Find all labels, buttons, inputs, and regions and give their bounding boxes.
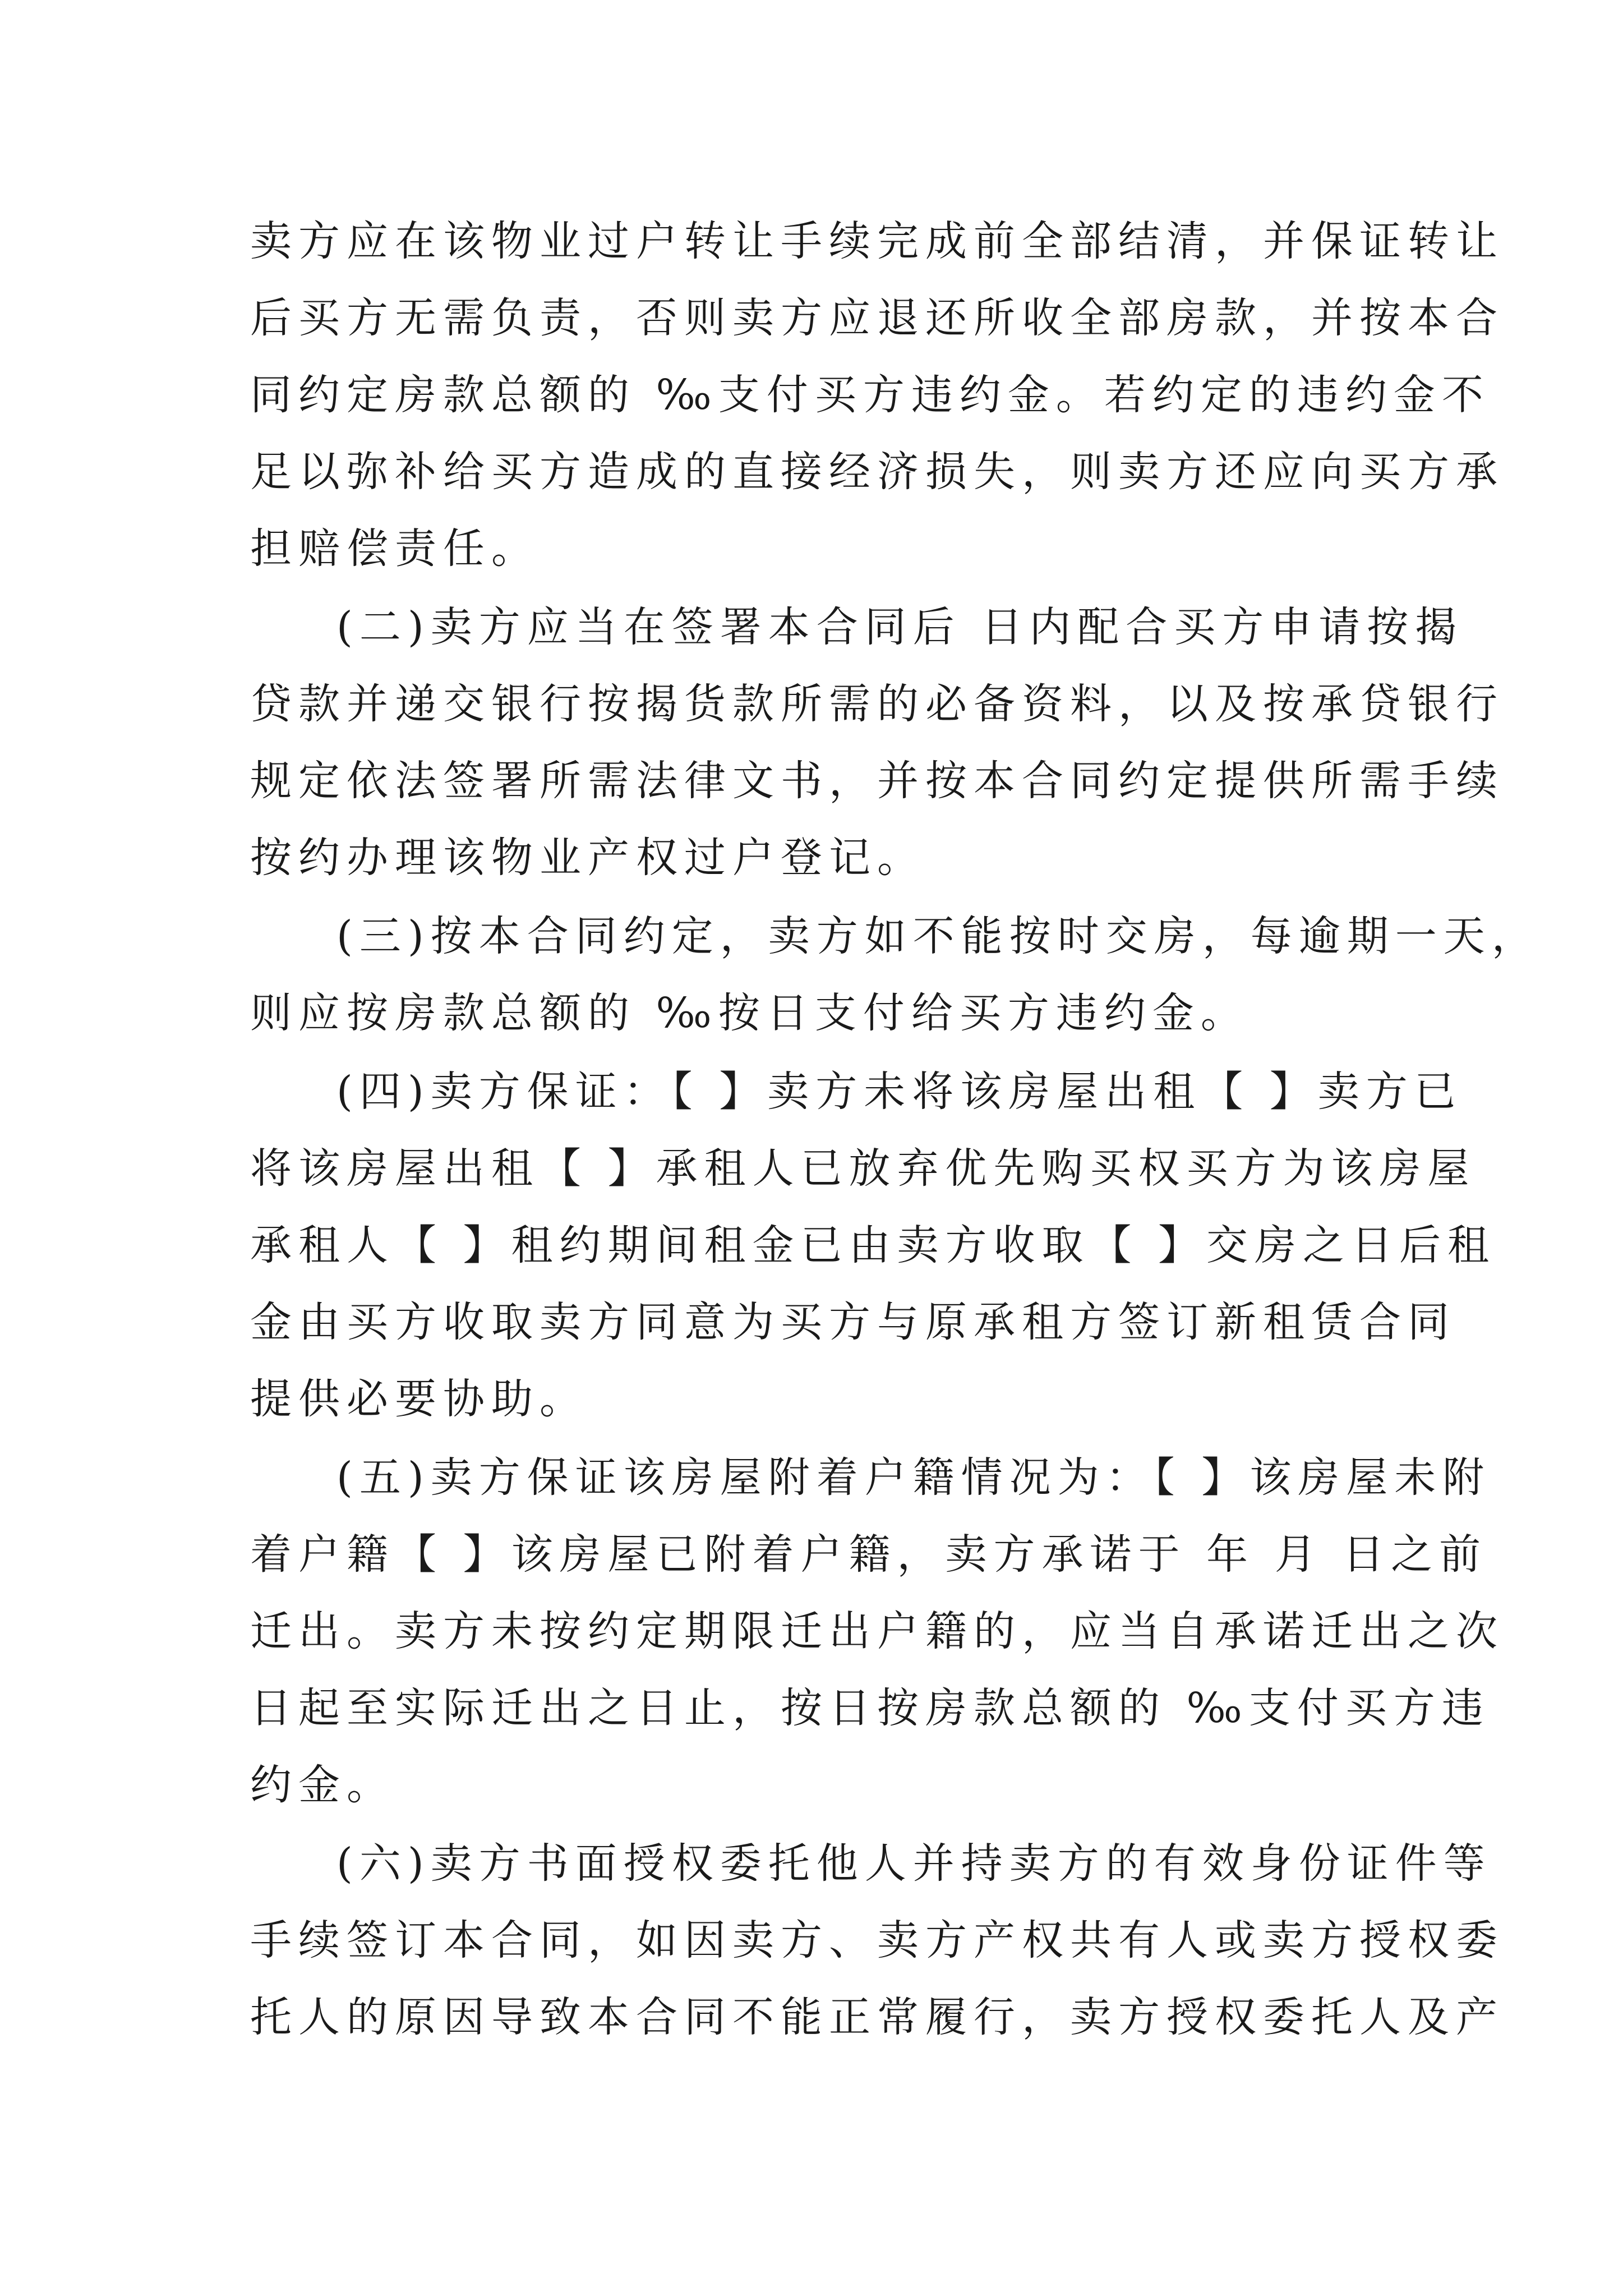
clause-six-first-line: (六)卖方书面授权委托他人并持卖方的有效身份证件等 [336,1839,1492,1888]
paragraph-line: 按约办理该物业产权过户登记。 [250,834,925,882]
paragraph-line: 托人的原因导致本合同不能正常履行，卖方授权委托人及产 [250,1993,1504,2041]
paragraph-line: 约金。 [250,1761,395,1809]
clause-four-first-line: (四)卖方保证：【 】卖方未将该房屋出租【 】卖方已 [336,1068,1463,1116]
paragraph-line: 迁出。卖方未按约定期限迁出户籍的，应当自承诺迁出之次 [250,1607,1504,1655]
clause-three-first-line: (三)按本合同约定，卖方如不能按时交房，每逾期一天， [336,912,1540,960]
paragraph-line: 足以弥补给买方造成的直接经济损失，则卖方还应向买方承 [250,448,1504,496]
clause-two-first-line: (二)卖方应当在签署本合同后 日内配合买方申请按揭 [336,603,1464,651]
paragraph-line: 承租人【 】租约期间租金已由卖方收取【 】交房之日后租 [250,1221,1496,1269]
paragraph-line: 则应按房款总额的 ‰按日支付给买方违约金。 [250,989,1249,1037]
paragraph-line: 将该房屋出租【 】承租人已放弃优先购买权买方为该房屋 [250,1144,1476,1193]
paragraph-line: 担赔偿责任。 [250,524,540,573]
paragraph-line: 规定依法签署所需法律文书，并按本合同约定提供所需手续 [250,757,1504,805]
paragraph-line: 后买方无需负责，否则卖方应退还所收全部房款，并按本合 [250,294,1504,342]
clause-five-first-line: (五)卖方保证该房屋附着户籍情况为：【 】该房屋未附 [336,1453,1491,1502]
paragraph-line: 卖方应在该物业过户转让手续完成前全部结清，并保证转让 [250,217,1504,265]
paragraph-line: 同约定房款总额的 ‰支付买方违约金。若约定的违约金不 [250,371,1490,419]
paragraph-line: 着户籍【 】该房屋已附着户籍，卖方承诺于 年 月 日之前 [250,1530,1488,1579]
paragraph-line: 贷款并递交银行按揭货款所需的必备资料，以及按承贷银行 [250,680,1504,728]
paragraph-line: 金由买方收取卖方同意为买方与原承租方签订新租赁合同 [250,1298,1456,1346]
paragraph-line: 手续签订本合同，如因卖方、卖方产权共有人或卖方授权委 [250,1916,1504,1964]
paragraph-line: 提供必要协助。 [250,1375,588,1423]
paragraph-line: 日起至实际迁出之日止，按日按房款总额的 ‰支付买方违 [250,1684,1490,1732]
